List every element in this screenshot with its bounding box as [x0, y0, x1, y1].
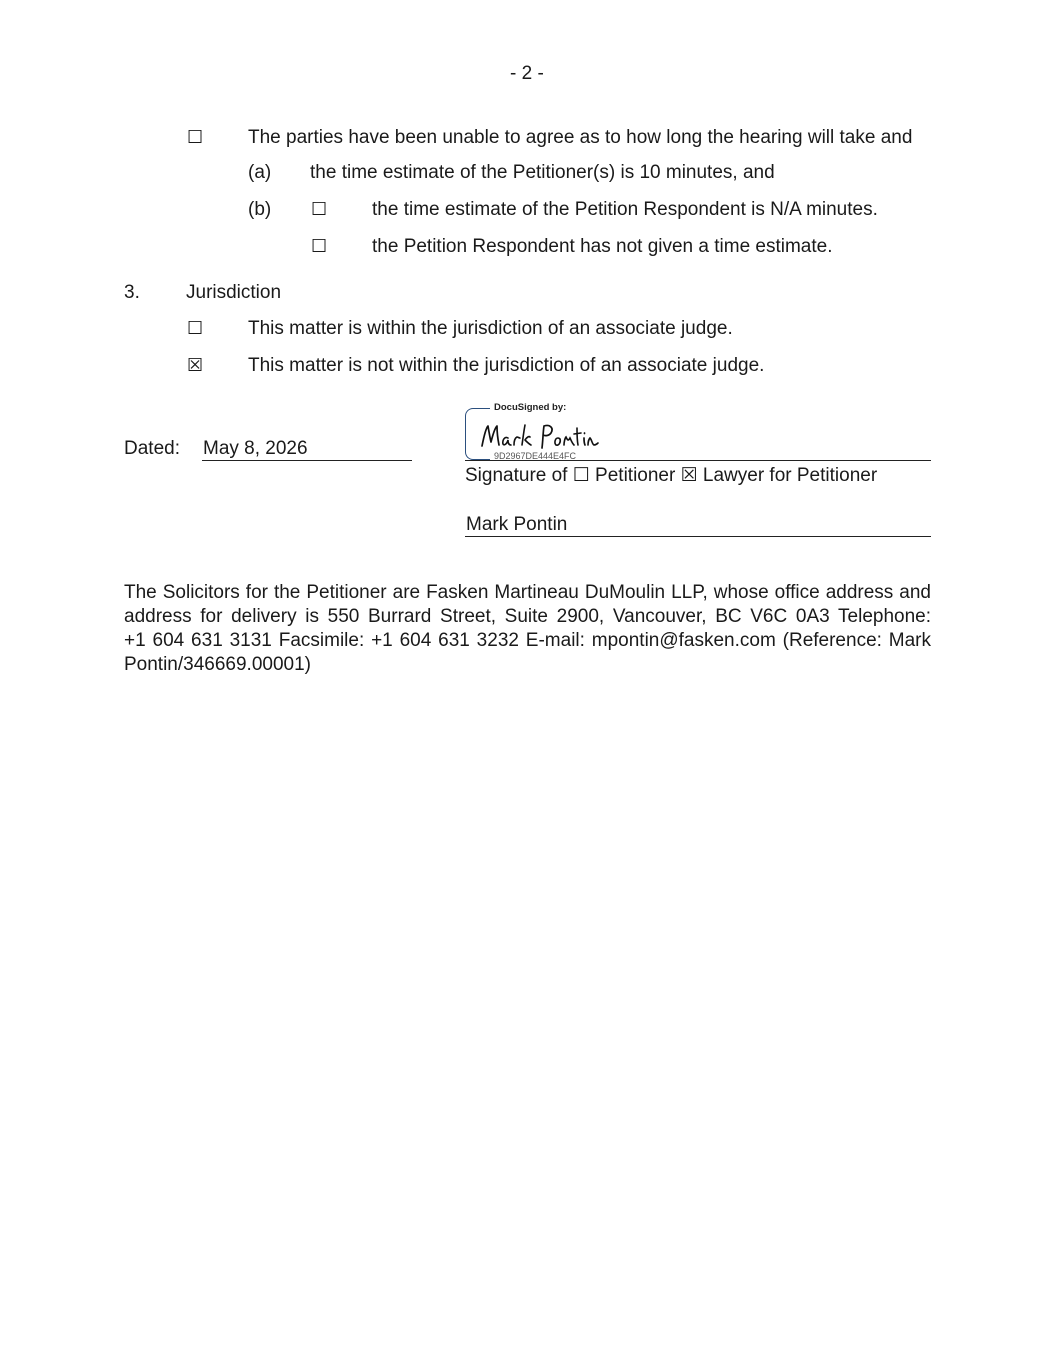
page-number: - 2 - [510, 63, 544, 84]
solicitors-paragraph [124, 581, 931, 677]
signature-underline [465, 460, 931, 461]
docusign-id: 9D2967DE444E4FC [494, 451, 577, 460]
item-a-text: the time estimate of the Petitioner(s) is 10 minutes, and [310, 162, 775, 183]
solicitors-line-3: +1 604 631 3131 Facsimile: +1 604 631 3232 E-mail: mpontin@fasken.com (Reference: Mark [124, 630, 931, 651]
jurisdiction-within-checkbox[interactable]: ☐ [187, 318, 204, 339]
solicitors-line-1: The Solicitors for the Petitioner are Fasken Martineau DuMoulin LLP, whose office address and [124, 582, 931, 603]
item-b-option2-text: the Petition Respondent has not given a time estimate. [372, 236, 833, 257]
signer-name: Mark Pontin [466, 514, 568, 535]
item-b-option2-checkbox[interactable]: ☐ [311, 236, 328, 257]
signature-of-label: Signature of ☐ Petitioner ☒ Lawyer for Petitioner [465, 465, 878, 486]
dated-value: May 8, 2026 [203, 438, 308, 459]
jurisdiction-not-within-text: This matter is not within the jurisdiction of an associate judge. [248, 355, 765, 376]
disagree-text: The parties have been unable to agree as to how long the hearing will take and [248, 127, 913, 148]
disagree-checkbox[interactable]: ☐ [187, 127, 204, 148]
dated-underline [202, 460, 412, 461]
item-a-label: (a) [248, 162, 272, 183]
dated-label: Dated: [124, 438, 180, 459]
jurisdiction-within-text: This matter is within the jurisdiction of an associate judge. [248, 318, 733, 339]
docusign-label: DocuSigned by: [494, 402, 567, 413]
item-b-option1-text: the time estimate of the Petition Respondent is N/A minutes. [372, 199, 878, 220]
solicitors-line-4: Pontin/346669.00001) [124, 654, 311, 675]
item-b-option1-checkbox[interactable]: ☐ [311, 199, 328, 220]
jurisdiction-heading: Jurisdiction [186, 282, 282, 303]
jurisdiction-not-within-checkbox[interactable]: ☒ [187, 355, 204, 376]
solicitors-line-2: address for delivery is 550 Burrard Street, Suite 2900, Vancouver, BC V6C 0A3 Telephone: [124, 606, 931, 627]
item-b-label: (b) [248, 199, 272, 220]
jurisdiction-number: 3. [124, 282, 140, 303]
signer-name-underline [465, 536, 931, 537]
